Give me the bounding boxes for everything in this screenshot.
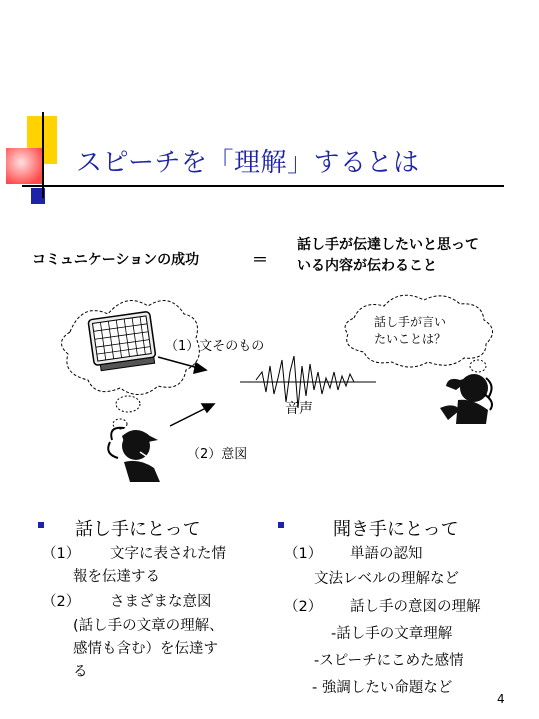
listener-thought-line2: たいことは？ xyxy=(374,332,447,346)
listener-heading: 聞き手にとって xyxy=(333,519,459,540)
listener-item2-num: （2） xyxy=(284,599,323,615)
speaker-item2-num: （2） xyxy=(42,594,81,610)
speaker-heading: 話し手にとって xyxy=(75,519,201,540)
definition-right-line2: いる内容が伝わること xyxy=(297,258,437,274)
listener-bullet xyxy=(278,522,284,528)
listener-figure xyxy=(440,374,492,424)
speaker-bullet xyxy=(38,522,44,528)
listener-thought-line1: 話し手が言い xyxy=(374,315,447,329)
listener-item1-line2: 文法レベルの理解など xyxy=(314,571,459,587)
listener-item1-num: （1） xyxy=(284,546,323,562)
arrow-intent xyxy=(170,404,214,426)
listener-item2-line4: - 強調したい命題など xyxy=(312,680,453,696)
speaker-item1-line1: 文字に表された情 xyxy=(110,546,226,562)
definition-right-line1: 話し手が伝達したいと思って xyxy=(297,237,479,253)
speaker-item2-line1: さまざまな意図 xyxy=(110,594,212,610)
label-voice: 音声 xyxy=(285,401,313,417)
listener-item2-line2: -話し手の文章理解 xyxy=(331,626,453,642)
keyboard-icon xyxy=(88,311,157,371)
definition-left: コミュニケーションの成功 xyxy=(32,252,200,268)
definition-equals: ＝ xyxy=(252,250,269,269)
speaker-item2-line2: (話し手の文章の理解、 xyxy=(73,618,224,634)
label-intent: （2）意図 xyxy=(187,447,248,462)
slide-title: スピーチを「理解」するとは xyxy=(76,148,420,178)
speaker-item1-num: （1） xyxy=(42,546,81,562)
speaker-item2-line4: る xyxy=(73,664,88,680)
listener-item1-line1: 単語の認知 xyxy=(350,546,423,562)
speaker-item1-line2: 報を伝達する xyxy=(73,569,160,585)
speaker-figure xyxy=(108,428,160,482)
listener-item2-line1: 話し手の意図の理解 xyxy=(350,599,481,615)
speaker-item2-line3: 感情も含む）を伝達す xyxy=(73,641,218,657)
page-number: 4 xyxy=(497,692,505,706)
label-text-itself: （1）文そのもの xyxy=(165,339,265,354)
listener-item2-line3: -スピーチにこめた感情 xyxy=(314,653,464,669)
arrow-text xyxy=(158,357,206,373)
